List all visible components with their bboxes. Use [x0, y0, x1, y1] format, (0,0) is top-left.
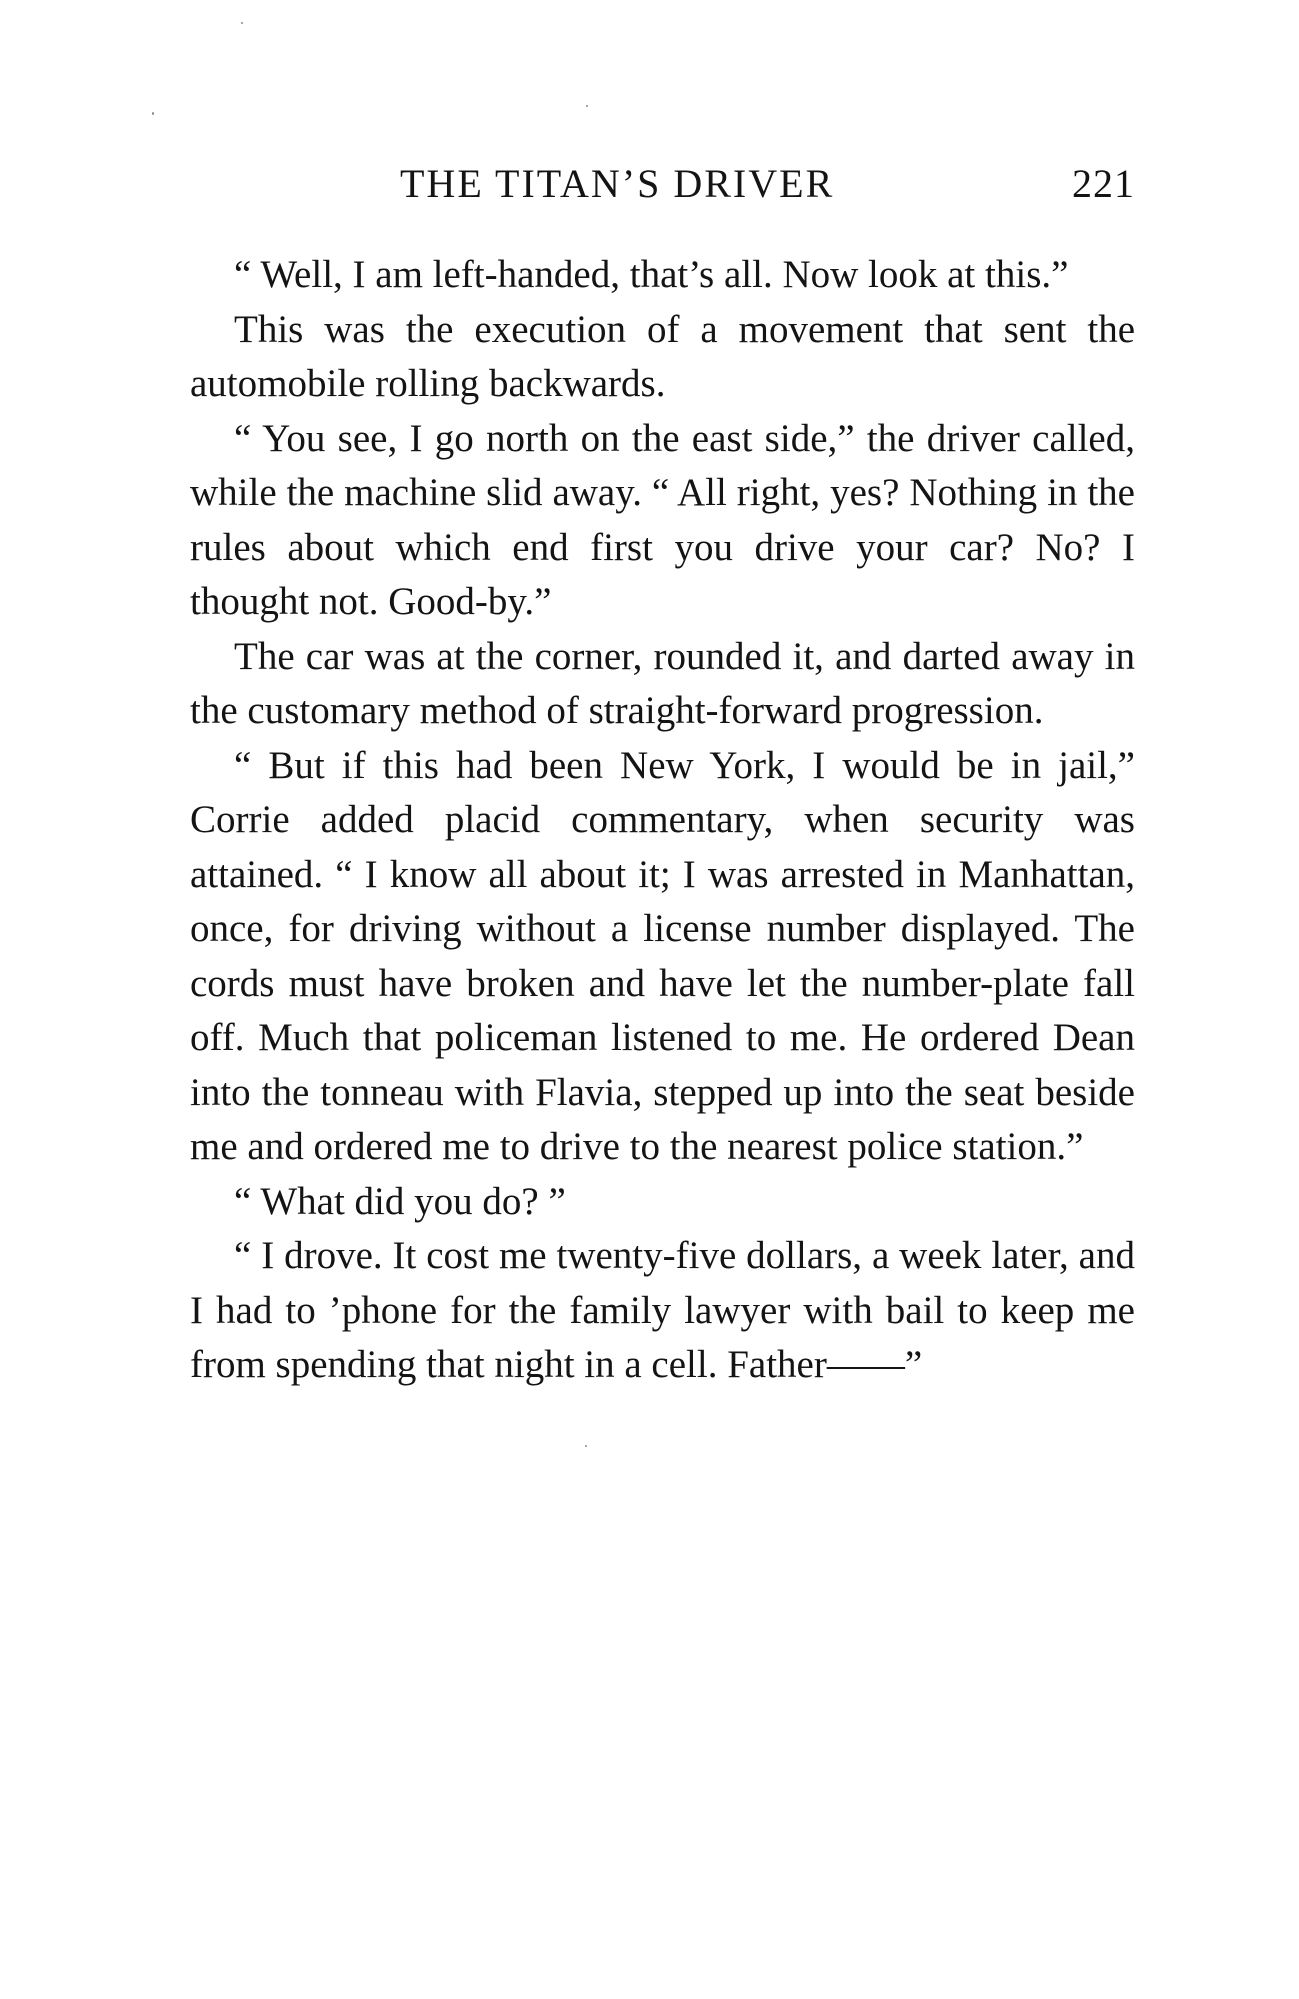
paper-speck [585, 1445, 587, 1447]
body-text [190, 248, 1135, 1393]
paper-speck [241, 22, 243, 24]
paragraph: The car was at the corner, rounded it, and darted away in the customary method of straight-forward progression. [190, 634, 1135, 732]
paragraph: “ What did you do? ” [234, 1179, 566, 1223]
running-title: THE TITAN’S DRIVER [400, 161, 835, 206]
paragraph: “ You see, I go north on the east side,” the driver called, while the machine slid away. “ All right, yes? Nothing in the rules about which end first you drive your car? No? I thought not. Good-by.” [190, 416, 1135, 623]
page-header [190, 160, 1135, 220]
paper-speck [152, 112, 154, 115]
paragraph: “ But if this had been New York, I would be in jail,” Corrie added placid commentary, when security was attained. “ I know all about it; I was arrested in Manhattan, once, for driving without a license number displayed. The cords must have broken and have let the number-plate fall off. Much that policeman listened to me. He ordered Dean into the tonneau with Flavia, stepped up into the seat beside me and ordered me to drive to the nearest police station.” [190, 743, 1135, 1168]
paragraph: “ I drove. It cost me twenty-five dollars, a week later, and I had to ’phone for the family lawyer with bail to keep me from spending that night in a cell. Father——” [190, 1234, 1135, 1386]
paragraph: This was the execution of a movement that sent the automobile rolling backwards. [190, 307, 1135, 405]
page-number: 221 [1072, 161, 1135, 206]
paragraph: “ Well, I am left-handed, that’s all. Now look at this.” [234, 253, 1069, 296]
paper-speck [586, 105, 588, 107]
